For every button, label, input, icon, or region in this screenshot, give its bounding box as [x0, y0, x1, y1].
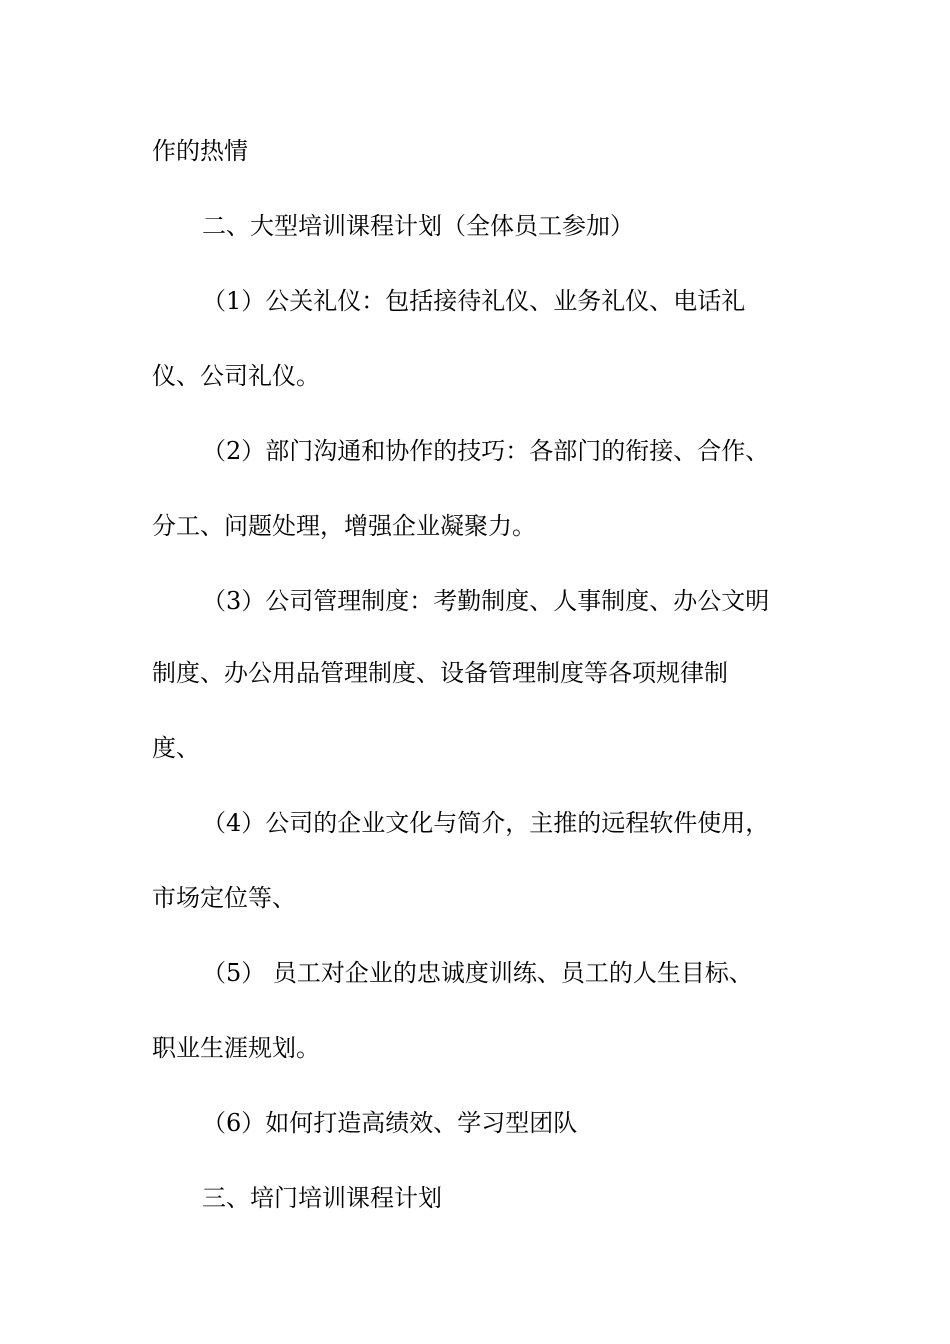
- list-item-5-line-2: 职业生涯规划。: [152, 1034, 320, 1062]
- list-item-1-line-1: （1）公关礼仪：包括接待礼仪、业务礼仪、电话礼: [202, 287, 746, 315]
- list-item-5-line-1: （5） 员工对企业的忠诚度训练、员工的人生目标、: [202, 959, 753, 987]
- list-item-4-line-2: 市场定位等、: [152, 884, 296, 912]
- section-heading-2: 二、大型培训课程计划（全体员工参加）: [202, 212, 634, 240]
- list-item-2-line-2: 分工、问题处理，增强企业凝聚力。: [152, 512, 536, 540]
- list-item-3-line-3: 度、: [152, 734, 200, 762]
- section-heading-3: 三、培门培训课程计划: [202, 1184, 442, 1212]
- list-item-3-line-2: 制度、办公用品管理制度、设备管理制度等各项规律制: [152, 659, 728, 687]
- list-item-4-line-1: （4）公司的企业文化与简介，主推的远程软件使用，: [202, 809, 770, 837]
- text-line-1: 作的热情: [152, 137, 248, 165]
- list-item-6: （6）如何打造高绩效、学习型团队: [202, 1109, 578, 1137]
- list-item-3-line-1: （3）公司管理制度：考勤制度、人事制度、办公文明: [202, 587, 770, 615]
- list-item-1-line-2: 仪、公司礼仪。: [152, 362, 320, 390]
- list-item-2-line-1: （2）部门沟通和协作的技巧：各部门的衔接、合作、: [202, 437, 770, 465]
